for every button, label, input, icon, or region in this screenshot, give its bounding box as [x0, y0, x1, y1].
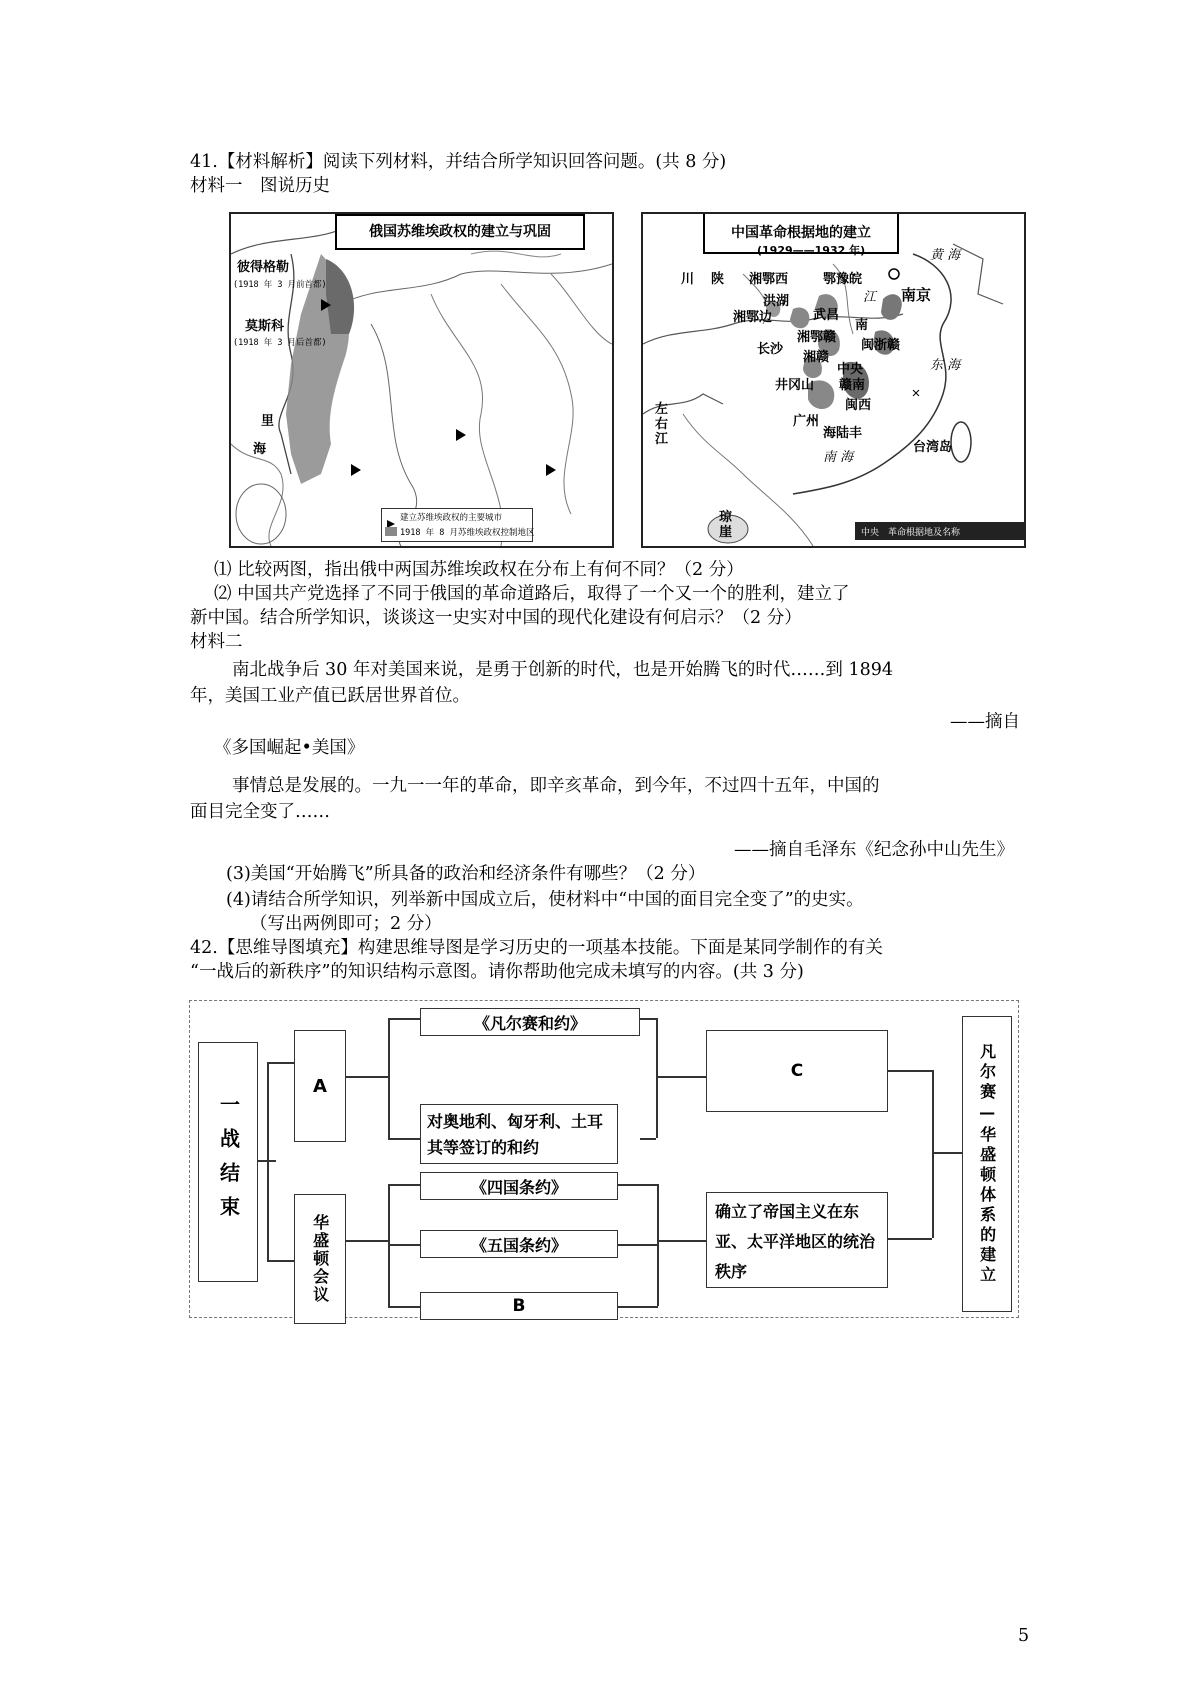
node-washington-text: 华盛顿会议: [310, 1214, 330, 1304]
label-chuan: 川: [681, 272, 695, 287]
label-changsha: 长沙: [757, 342, 784, 357]
line-left-vertical: [267, 1062, 269, 1260]
q41-sub3: (3)美国“开始腾飞”所具备的政治和经济条件有哪些？（2 分）: [226, 864, 706, 884]
node-result-text: 凡尔赛—华盛顿体系的建立: [977, 1042, 997, 1286]
line-final-branch: [932, 1070, 934, 1238]
label-huanghai: 黄 海: [930, 248, 961, 263]
q41-sub2-line1: ⑵ 中国共产党选择了不同于俄国的革命道路后，取得了一个又一个的胜利，建立了: [214, 584, 850, 604]
node-four-text: 《四国条约》: [470, 1177, 567, 1197]
map2-legend-text: 中央 革命根据地及名称: [861, 528, 961, 538]
node-five-power-treaty: [420, 1230, 618, 1258]
line-four-out: [618, 1184, 658, 1186]
label-xianggan: 湘鄂赣: [797, 330, 837, 345]
legend-area-swatch: [385, 527, 397, 536]
node-other-treaties: [420, 1104, 618, 1164]
label-gannan: 赣南: [839, 378, 866, 393]
node-a: [294, 1030, 346, 1142]
node-treaty-versailles: [420, 1008, 640, 1036]
node-east-asia-order-text: 确立了帝国主义在东亚、太平洋地区的统治秩序: [715, 1202, 876, 1281]
label-donghai: 东 海: [930, 358, 961, 373]
map-russia-soviet: [229, 212, 614, 548]
map1-title: 俄国苏维埃政权的建立与巩固: [335, 214, 585, 250]
m2-p1-line1: 南北战争后 30 年对美国来说，是勇于创新的时代，也是开始腾飞的时代……到 1894: [232, 660, 893, 680]
line-to-a: [267, 1062, 294, 1064]
node-root-wwi-end: [198, 1042, 258, 1282]
m2-source1-a: ——摘自: [950, 712, 1020, 732]
line-to-versailles: [388, 1018, 420, 1020]
label-petrograd: 彼得格勒: [237, 260, 290, 275]
q42-header-line2: “一战后的新秩序”的知识结构示意图。请你帮助他完成未填写的内容。(共 3 分): [190, 962, 804, 982]
label-caspian-2: 海: [253, 442, 267, 457]
label-xiangebian: 湘鄂边: [733, 310, 773, 325]
label-minzhegan: 闽浙赣: [861, 338, 901, 353]
label-wuchang: 武昌: [813, 308, 840, 323]
label-nanjing: 南京: [901, 286, 932, 304]
legend-1-text: 建立苏维埃政权的主要城市: [400, 513, 503, 523]
label-hailufeng: 海陆丰: [823, 426, 863, 441]
label-caspian-1: 里: [261, 414, 275, 429]
line-to-four: [388, 1184, 420, 1186]
line-to-five: [388, 1244, 420, 1246]
line-washington-out: [346, 1240, 388, 1242]
map1-legend: [381, 508, 533, 542]
label-honghu: 洪湖: [763, 294, 790, 309]
map2-years: (1929——1932 年): [757, 244, 866, 257]
line-a-out: [346, 1076, 388, 1078]
material-1-label: 材料一 图说历史: [190, 176, 330, 196]
legend-2-text: 1918 年 8 月苏维埃政权控制地区: [400, 528, 535, 538]
map2-title: 中国革命根据地的建立: [703, 212, 899, 254]
m2-p1-line2: 年，美国工业产值已跃居世界首位。: [190, 686, 470, 706]
node-root-text: 一战结束: [216, 1094, 241, 1230]
label-minxi: 闽西: [845, 398, 872, 413]
label-petrograd-note: (1918 年 3 月前首都): [233, 280, 327, 290]
material-2-label: 材料二: [190, 632, 243, 652]
node-versailles-washington-system: [962, 1016, 1012, 1312]
m2-p2-line1: 事情总是发展的。一九一一年的革命，即辛亥革命，到今年，不过四十五年，中国的: [232, 776, 880, 796]
m2-p2-line2: 面目完全变了……: [190, 802, 330, 822]
label-xiangexi: 湘鄂西: [749, 272, 789, 287]
line-five-out: [618, 1244, 658, 1246]
map-china-bases: [641, 212, 1026, 548]
label-shan: 陕: [711, 272, 725, 287]
line-to-result: [932, 1152, 962, 1154]
node-c: [706, 1030, 888, 1112]
m2-source1-b: 《多国崛起•美国》: [214, 738, 365, 758]
line-c-out: [888, 1070, 932, 1072]
label-eyuwan: 鄂豫皖: [823, 272, 863, 287]
q41-sub4-line1: (4)请结合所学知识，列举新中国成立后，使材料中“中国的面目完全变了”的史实。: [226, 890, 864, 910]
q41-header: 41.【材料解析】阅读下列材料，并结合所学知识回答问题。(共 8 分): [190, 152, 727, 172]
line-a-branch: [388, 1018, 390, 1138]
line-to-c: [656, 1076, 706, 1078]
label-qiongya: 琼崖: [719, 510, 733, 540]
node-b-text: B: [512, 1296, 526, 1316]
line-to-washington: [267, 1260, 294, 1262]
node-b: [420, 1292, 618, 1320]
node-east-asia-order: [706, 1192, 888, 1288]
line-to-order: [657, 1240, 706, 1242]
node-a-text: A: [313, 1075, 327, 1097]
line-versailles-out: [640, 1018, 656, 1020]
q41-sub2-line2: 新中国。结合所学知识，谈谈这一史实对中国的现代化建设有何启示？（2 分）: [190, 608, 802, 628]
label-zuoyoujiang: 左右江: [655, 402, 669, 447]
china-map-drawing: [643, 214, 1024, 546]
label-jiang: 江: [863, 290, 877, 305]
line-right-branch-bottom: [657, 1184, 659, 1306]
m2-source2: ——摘自毛泽东《纪念孙中山先生》: [734, 840, 1014, 860]
label-moscow: 莫斯科: [245, 319, 285, 334]
node-treaty-versailles-text: 《凡尔赛和约》: [473, 1013, 586, 1033]
page-number: 5: [1018, 1626, 1030, 1646]
label-guangzhou: 广州: [793, 414, 820, 429]
line-right-branch-top: [656, 1018, 658, 1138]
label-xiangganfine: 湘赣: [803, 350, 830, 365]
line-to-b: [388, 1306, 420, 1308]
label-nanhai: 南 海: [823, 450, 854, 465]
line-order-out: [888, 1238, 932, 1240]
node-washington-conference: [294, 1194, 346, 1324]
line-to-others: [388, 1138, 420, 1140]
label-taiwan: 台湾岛: [913, 440, 953, 455]
q41-sub4-line2: （写出两例即可；2 分）: [250, 914, 442, 934]
legend-city-icon: [386, 513, 396, 521]
label-nan: 南: [855, 318, 869, 333]
node-other-treaties-text: 对奥地利、匈牙利、土耳其等签订的和约: [427, 1112, 604, 1157]
q42-header-line1: 42.【思维导图填充】构建思维导图是学习历史的一项基本技能。下面是某同学制作的有关: [190, 938, 883, 958]
label-zhongyang: 中央: [837, 362, 864, 377]
label-moscow-note: (1918 年 3 月后首都): [233, 338, 327, 348]
node-five-text: 《五国条约》: [470, 1235, 567, 1255]
label-jinggangshan: 井冈山: [775, 378, 815, 393]
q41-sub1: ⑴ 比较两图，指出俄中两国苏维埃政权在分布上有何不同？（2 分）: [214, 560, 744, 580]
node-c-text: C: [790, 1061, 804, 1081]
line-b-out: [618, 1306, 658, 1308]
line-others-out: [640, 1138, 656, 1140]
node-four-power-treaty: [420, 1172, 618, 1200]
map2-legend: [855, 522, 1025, 540]
